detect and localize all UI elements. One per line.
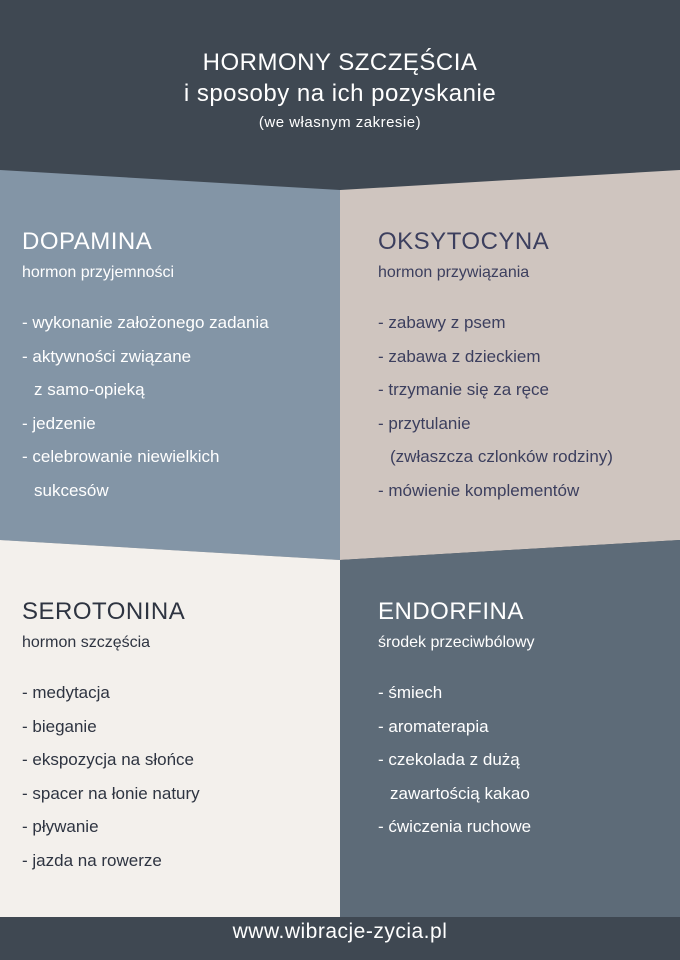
list-item: - wykonanie założonego zadania bbox=[22, 313, 269, 332]
list-item: - zabawa z dzieckiem bbox=[378, 346, 541, 366]
list-item: - zabawy z psem bbox=[378, 313, 506, 332]
oxytocin-section bbox=[378, 228, 613, 507]
item-list bbox=[22, 306, 269, 507]
page-note: (we własnym zakresie) bbox=[258, 114, 422, 131]
item-list bbox=[378, 676, 535, 844]
section-subtitle: hormon przywiązania bbox=[378, 264, 530, 281]
list-item: - pływanie bbox=[22, 817, 99, 836]
section-subtitle: hormon przyjemności bbox=[22, 264, 175, 281]
page-title: HORMONY SZCZĘŚCIA bbox=[202, 49, 478, 76]
list-item: - ekspozycja na słońce bbox=[22, 750, 194, 769]
item-list bbox=[22, 676, 200, 877]
list-item: - aktywności związane bbox=[22, 346, 192, 366]
section-title: OKSYTOCYNA bbox=[378, 228, 550, 255]
list-item: - śmiech bbox=[378, 683, 443, 702]
section-title: SEROTONINA bbox=[22, 598, 186, 625]
list-item: - ćwiczenia ruchowe bbox=[378, 817, 532, 836]
list-item: - spacer na łonie natury bbox=[22, 783, 200, 803]
list-item-continuation: zawartością kakao bbox=[390, 783, 530, 803]
list-item: - celebrowanie niewielkich bbox=[22, 447, 220, 466]
page-subtitle: i sposoby na ich pozyskanie bbox=[183, 80, 497, 107]
dopamine-section bbox=[22, 228, 269, 507]
list-item: - czekolada z dużą bbox=[378, 750, 520, 769]
list-item: - trzymanie się za ręce bbox=[378, 380, 549, 399]
list-item: - jazda na rowerze bbox=[22, 850, 162, 870]
list-item: - aromaterapia bbox=[378, 716, 489, 736]
section-subtitle: hormon szczęścia bbox=[22, 634, 151, 651]
list-item: - bieganie bbox=[22, 716, 97, 736]
item-list bbox=[378, 306, 613, 507]
list-item-continuation: sukcesów bbox=[34, 480, 109, 500]
section-title: ENDORFINA bbox=[378, 598, 524, 625]
header bbox=[0, 48, 680, 134]
list-item-continuation: z samo-opieką bbox=[34, 380, 145, 399]
serotonin-section bbox=[22, 598, 200, 877]
endorphin-section bbox=[378, 598, 535, 844]
section-subtitle: środek przeciwbólowy bbox=[378, 634, 535, 651]
footer-url: www.wibracje-zycia.pl bbox=[232, 920, 448, 943]
list-item: - jedzenie bbox=[22, 413, 96, 433]
list-item-continuation: (zwłaszcza czlonków rodziny) bbox=[390, 447, 613, 466]
section-title: DOPAMINA bbox=[22, 228, 153, 255]
list-item: - mówienie komplementów bbox=[378, 480, 580, 500]
list-item: - medytacja bbox=[22, 683, 110, 702]
list-item: - przytulanie bbox=[378, 413, 471, 433]
